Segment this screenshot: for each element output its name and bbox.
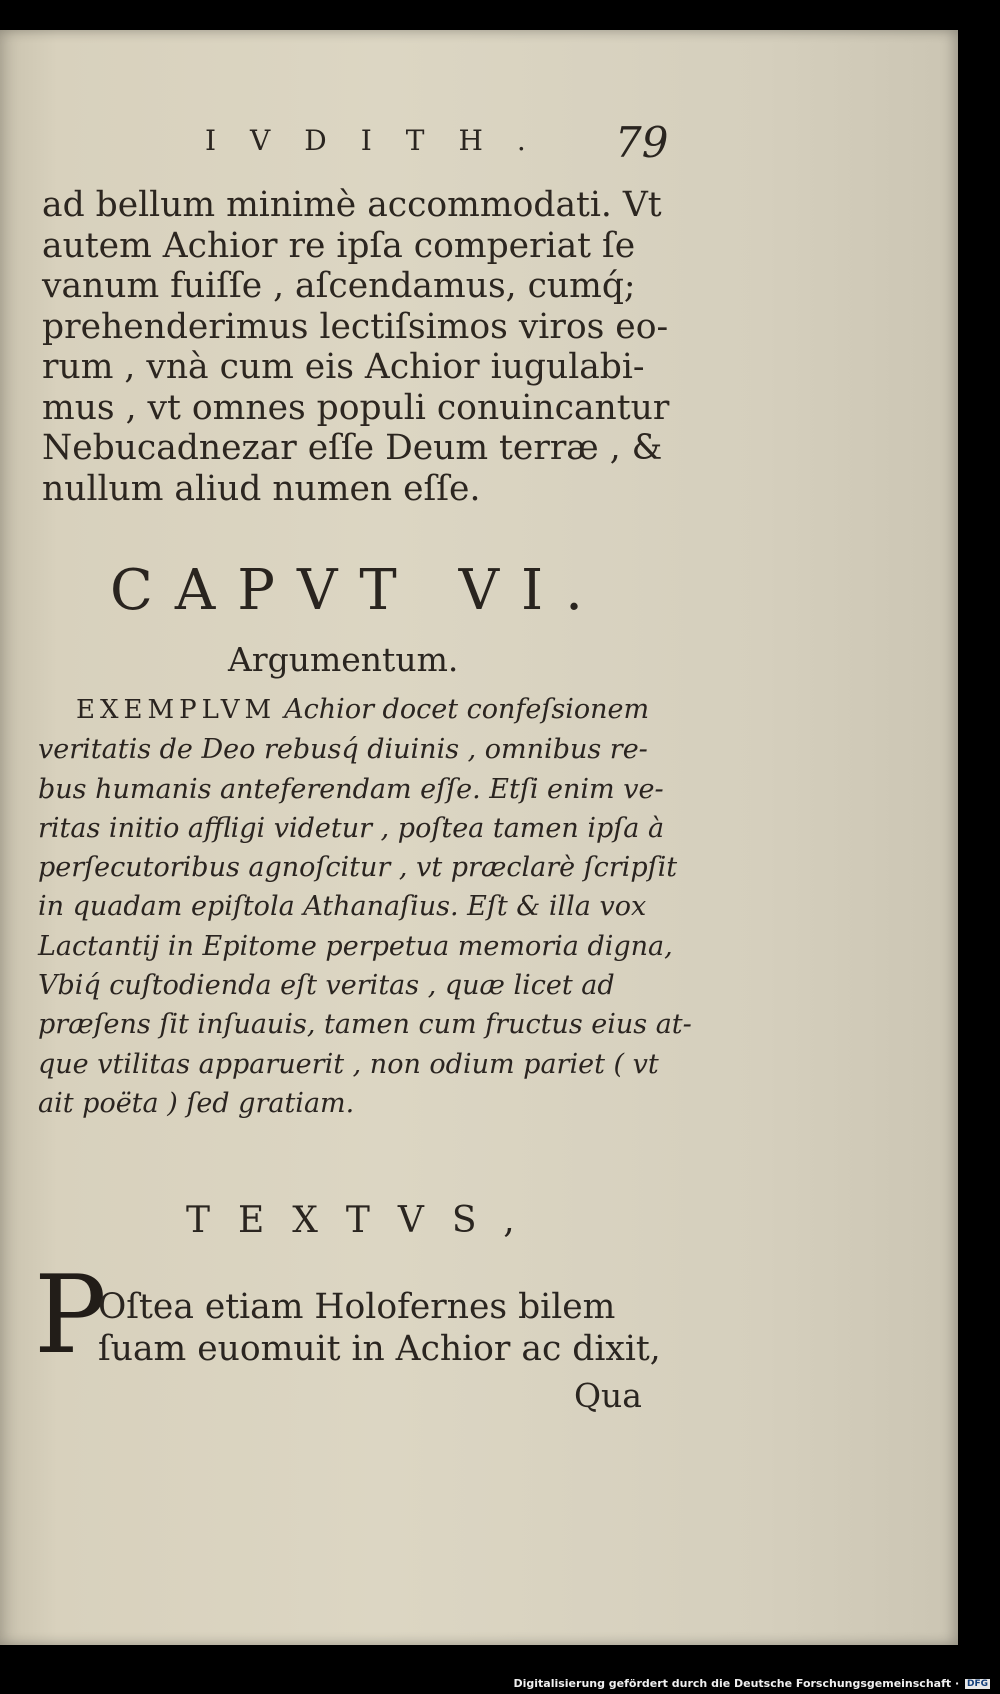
- argument-line: perſecutoribus agnoſcitur , vt præclarè ſcripſit: [38, 852, 678, 884]
- argument-title: Argumentum.: [228, 640, 459, 679]
- textus-line: Oſtea etiam Holofernes bilem: [98, 1287, 616, 1327]
- argument-line: Lactantij in Epitome perpetua memoria digna,: [38, 930, 673, 962]
- argument-first-word: EXEMPLVM: [76, 695, 277, 725]
- textus-body: [98, 1286, 678, 1370]
- credit-text: Digitalisierung gefördert durch die Deutsche Forschungsgemeinschaft ·: [513, 1677, 960, 1690]
- body-line: ad bellum minimè accommodati. Vt: [42, 185, 662, 225]
- argument-line: veritatis de Deo rebusq́ diuinis , omnibus re-: [38, 734, 648, 766]
- body-text: [42, 185, 682, 509]
- digitization-credit: [513, 1677, 990, 1690]
- argument-line: [38, 690, 678, 730]
- argument-line: præſens ſit inſuauis, tamen cum fructus eius at-: [38, 1009, 692, 1041]
- body-line: prehenderimus lectiſsimos viros eo-: [42, 306, 669, 347]
- argument-line: que vtilitas apparuerit , non odium pariet ( vt: [38, 1048, 659, 1080]
- body-line: nullum aliud numen eſſe.: [42, 468, 481, 509]
- argument-line: ritas initio affligi videtur , poſtea tamen ipſa à: [38, 812, 665, 844]
- argument-text: [38, 690, 692, 1123]
- catchword: Qua: [574, 1376, 642, 1415]
- book-page: [0, 30, 958, 1645]
- page-number: 79: [615, 118, 669, 167]
- running-head: [205, 118, 805, 168]
- body-line: autem Achior re ipſa comperiat ſe: [42, 225, 636, 266]
- drop-cap: P: [34, 1253, 107, 1378]
- running-head-title: IVDITH.: [205, 124, 560, 157]
- argument-first-line-rest: Achior docet confeſsionem: [284, 694, 650, 725]
- body-line: rum , vnà cum eis Achior iugulabi-: [42, 347, 645, 387]
- argument-line: bus humanis anteferendam eſſe. Etſi enim ve-: [38, 773, 664, 805]
- body-line: vanum fuiſſe , aſcendamus, cumq́;: [42, 266, 636, 306]
- textus-heading: TEXTVS,: [186, 1200, 543, 1241]
- body-line: mus , vt omnes populi conuincantur: [42, 387, 670, 428]
- argument-line: in quadam epiſtola Athanaſius. Eſt & illa vox: [38, 891, 647, 923]
- dfg-logo-badge: DFG: [966, 1679, 988, 1689]
- body-line: Nebucadnezar eſſe Deum terræ , &: [42, 428, 663, 468]
- argument-line: Vbiq́ cuſtodienda eſt veritas , quæ licet ad: [38, 970, 615, 1002]
- chapter-heading: CAPVT VI.: [110, 558, 605, 623]
- textus-line: ſuam euomuit in Achior ac dixit,: [98, 1329, 661, 1369]
- argument-line: ait poëta ) ſed gratiam.: [38, 1087, 355, 1119]
